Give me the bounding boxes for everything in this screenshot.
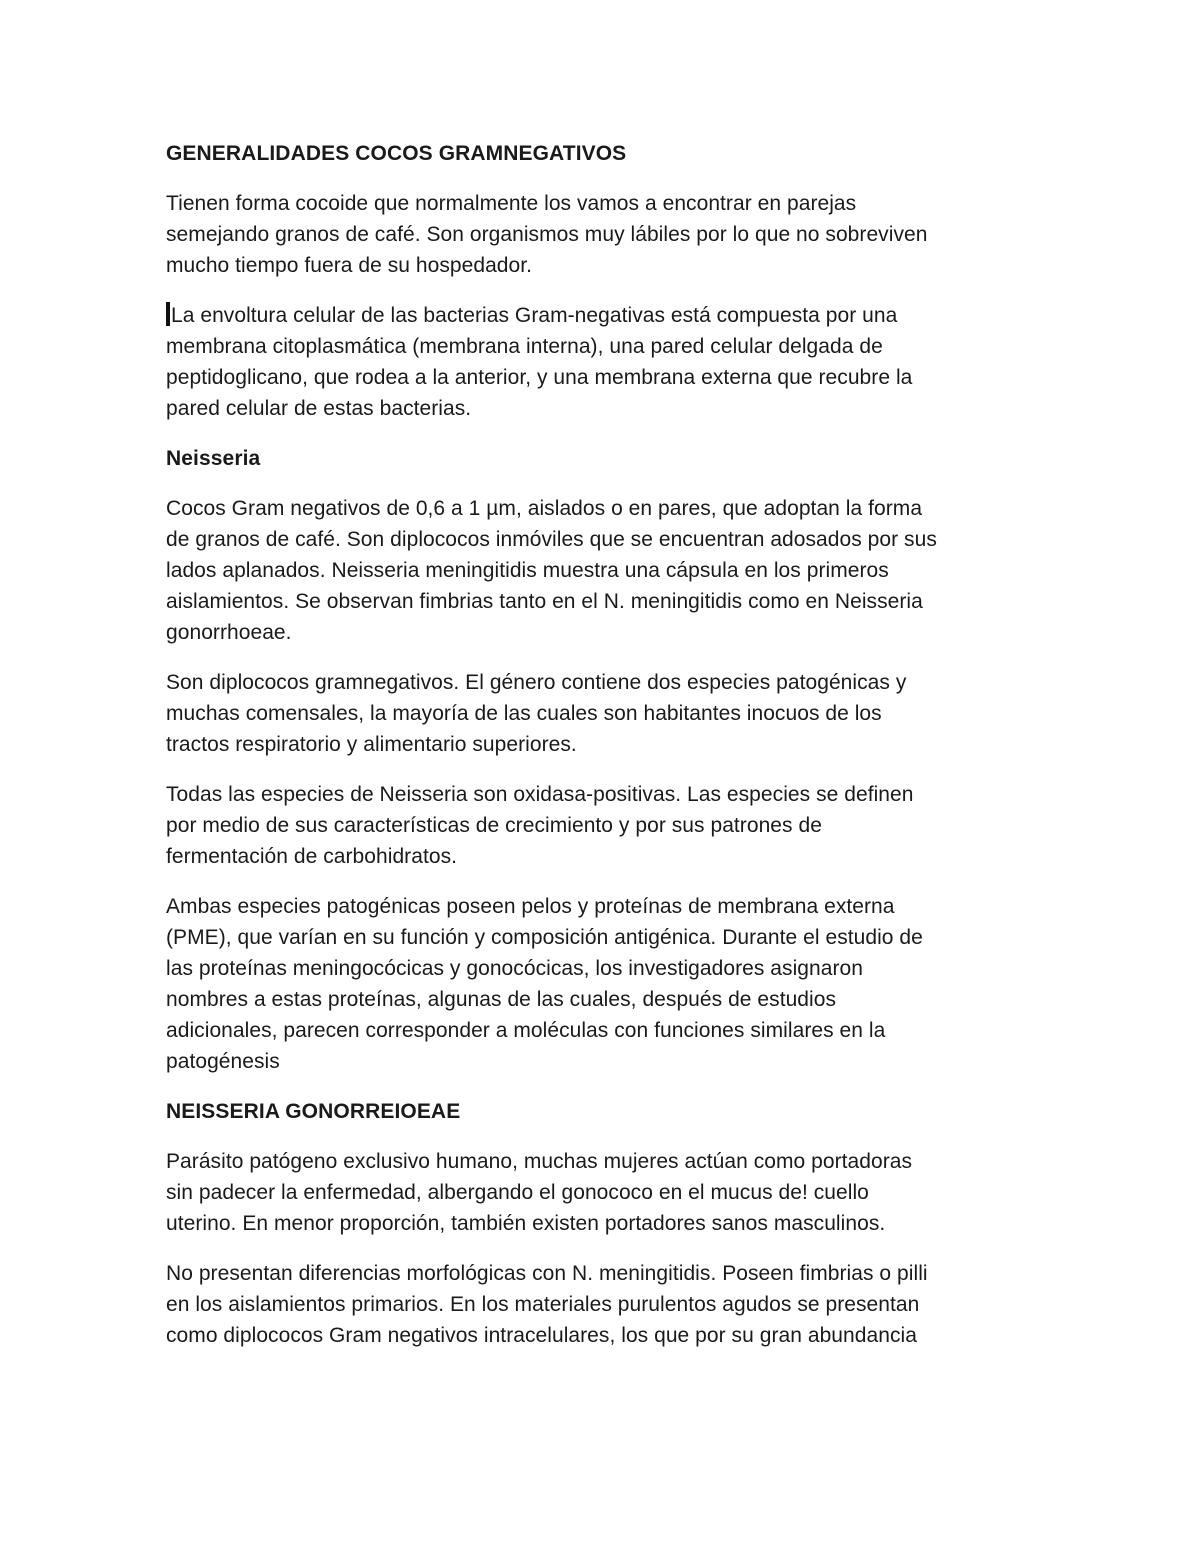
text-line: semejando granos de café. Son organismos muy lábiles por lo que no sobreviven <box>166 223 928 246</box>
text-line: adicionales, parecen corresponder a moléculas con funciones similares en la <box>166 1019 886 1042</box>
text-line: pared celular de estas bacterias. <box>166 397 472 420</box>
neisseria-paragraph-2 <box>166 667 1046 760</box>
text-line: aislamientos. Se observan fimbrias tanto en el N. meningitidis como en Neisseria <box>166 590 923 613</box>
text-line: tractos respiratorio y alimentario superiores. <box>166 733 577 756</box>
text-line: sin padecer la enfermedad, albergando el gonococo en el mucus de! cuello <box>166 1181 869 1204</box>
neisseria-paragraph-4 <box>166 891 1046 1077</box>
text-line: muchas comensales, la mayoría de las cuales son habitantes inocuos de los <box>166 702 882 725</box>
text-line: gonorrhoeae. <box>166 621 292 644</box>
text-line: como diplococos Gram negativos intracelulares, los que por su gran abundancia <box>166 1324 917 1347</box>
text-line: en los aislamientos primarios. En los materiales purulentos agudos se presentan <box>166 1293 920 1316</box>
text-line: por medio de sus características de crecimiento y por sus patrones de <box>166 814 822 837</box>
document-title: GENERALIDADES COCOS GRAMNEGATIVOS <box>166 142 627 165</box>
text-line: las proteínas meningocócicas y gonocócicas, los investigadores asignaron <box>166 957 863 980</box>
text-line: uterino. En menor proporción, también existen portadores sanos masculinos. <box>166 1212 886 1235</box>
text-line: Tienen forma cocoide que normalmente los vamos a encontrar en parejas <box>166 192 857 215</box>
text-line: Son diplococos gramnegativos. El género contiene dos especies patogénicas y <box>166 671 907 694</box>
text-line: lados aplanados. Neisseria meningitidis muestra una cápsula en los primeros <box>166 559 889 582</box>
text-line-with-cursor <box>166 300 1046 331</box>
neisseria-heading: Neisseria <box>166 447 261 470</box>
text-line: Todas las especies de Neisseria son oxidasa-positivas. Las especies se definen <box>166 783 914 806</box>
neisseria-paragraph-3 <box>166 779 1046 872</box>
text-line: fermentación de carbohidratos. <box>166 845 457 868</box>
text-line: Parásito patógeno exclusivo humano, muchas mujeres actúan como portadoras <box>166 1150 913 1173</box>
text-line: peptidoglicano, que rodea a la anterior, y una membrana externa que recubre la <box>166 366 913 389</box>
text-line: Ambas especies patogénicas poseen pelos y proteínas de membrana externa <box>166 895 895 918</box>
neisseria-paragraph-1 <box>166 493 1046 648</box>
intro-paragraph <box>166 188 1046 281</box>
gonorrhoeae-paragraph-1 <box>166 1146 1046 1239</box>
gonorrhoeae-paragraph-2 <box>166 1258 1046 1351</box>
text-line: La envoltura celular de las bacterias Gram-negativas está compuesta por una <box>171 304 898 327</box>
text-line: (PME), que varían en su función y composición antigénica. Durante el estudio de <box>166 926 923 949</box>
document-page <box>166 138 1046 1370</box>
gonorrhoeae-heading: NEISSERIA GONORREIOEAE <box>166 1100 461 1123</box>
text-line: membrana citoplasmática (membrana interna), una pared celular delgada de <box>166 335 883 358</box>
text-line: de granos de café. Son diplococos inmóviles que se encuentran adosados por sus <box>166 528 937 551</box>
text-line: nombres a estas proteínas, algunas de las cuales, después de estudios <box>166 988 837 1011</box>
text-line: No presentan diferencias morfológicas con N. meningitidis. Poseen fimbrias o pilli <box>166 1262 928 1285</box>
envelope-paragraph <box>166 300 1046 424</box>
text-line: Cocos Gram negativos de 0,6 a 1 µm, aislados o en pares, que adoptan la forma <box>166 497 923 520</box>
text-cursor-icon <box>166 302 170 326</box>
text-line: mucho tiempo fuera de su hospedador. <box>166 254 533 277</box>
text-line: patogénesis <box>166 1050 280 1073</box>
